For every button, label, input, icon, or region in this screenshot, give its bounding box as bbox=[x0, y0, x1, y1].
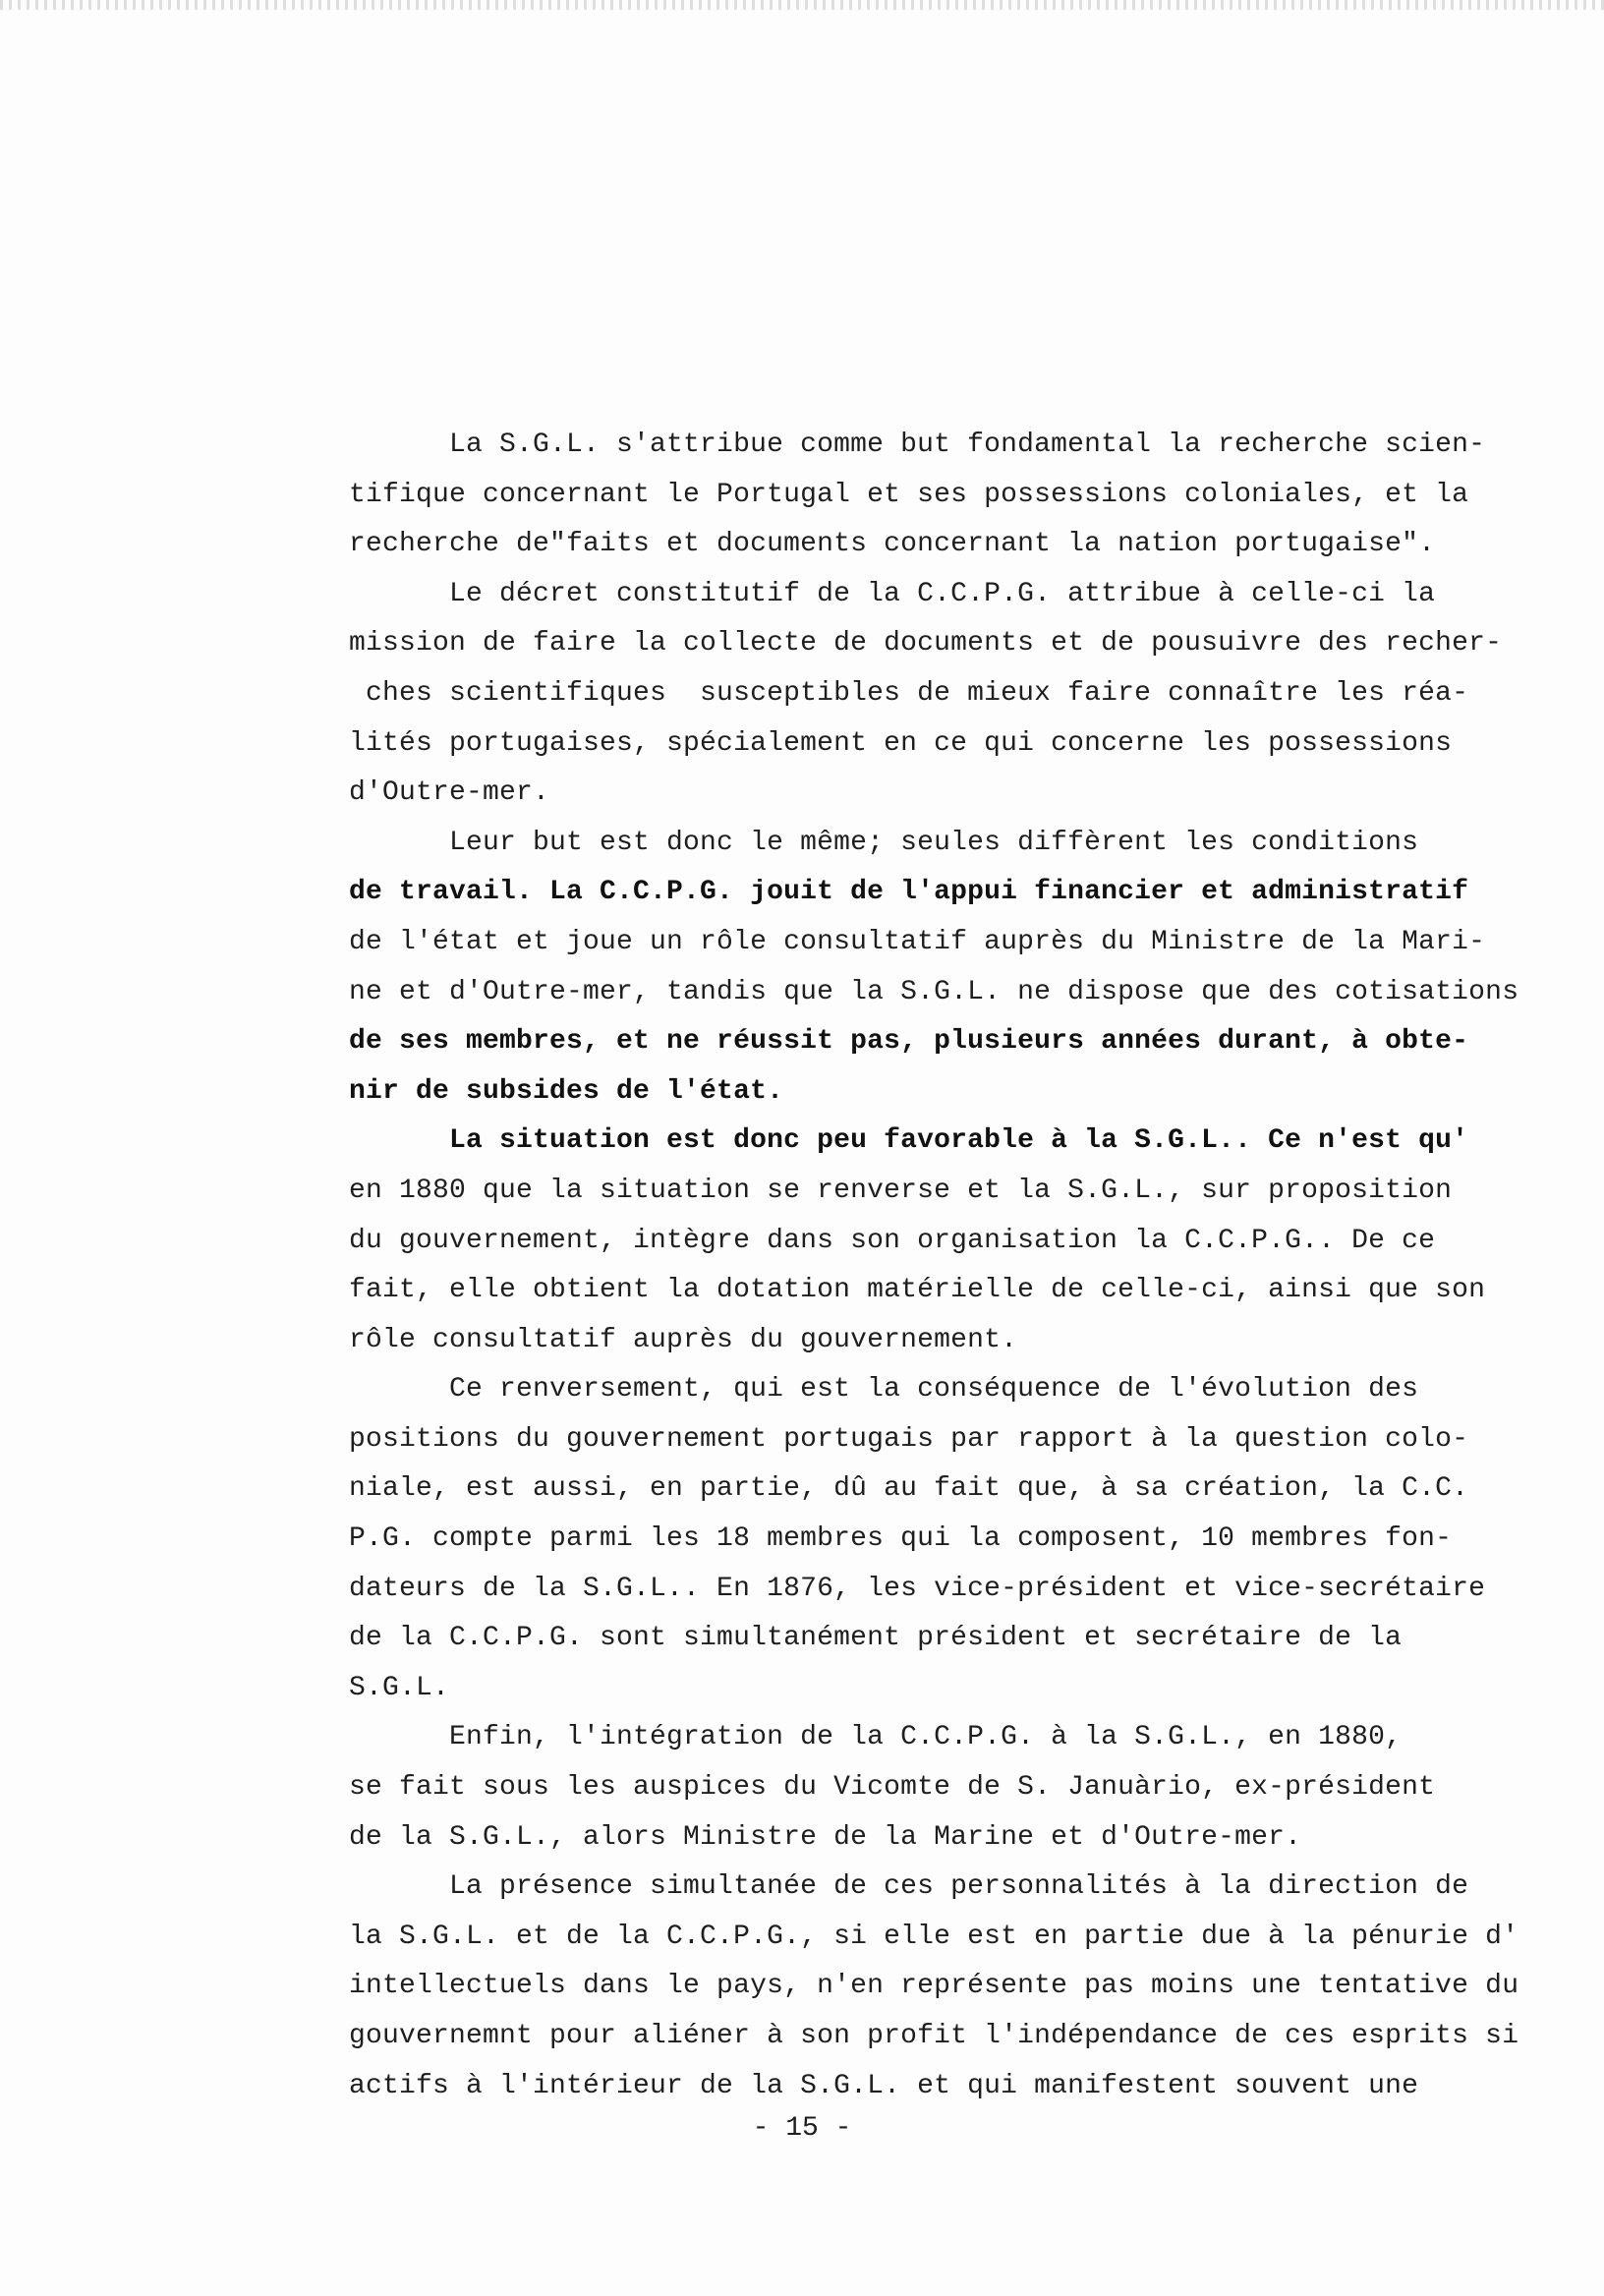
text-line-15: La situation est donc peu favorable à la S.G.L.. Ce n'est qu' bbox=[349, 1125, 1469, 1157]
text-line-12: ne et d'Outre-mer, tandis que la S.G.L. ne dispose que des cotisations bbox=[349, 976, 1519, 1007]
text-line-18: fait, elle obtient la dotation matérielle de celle-ci, ainsi que son bbox=[349, 1275, 1486, 1306]
text-line-4: Le décret constitutif de la C.C.P.G. attribue à celle-ci la bbox=[349, 578, 1436, 609]
text-line-5: mission de faire la collecte de documents et de pousuivre des recher- bbox=[349, 628, 1503, 660]
text-line-9: Leur but est donc le même; seules diffèrent les conditions bbox=[349, 827, 1419, 858]
text-line-27: Enfin, l'intégration de la C.C.P.G. à la S.G.L., en 1880, bbox=[349, 1722, 1403, 1753]
text-line-8: d'Outre-mer. bbox=[349, 777, 550, 809]
text-line-26: S.G.L. bbox=[349, 1672, 450, 1703]
text-line-20: Ce renversement, qui est la conséquence de l'évolution des bbox=[349, 1374, 1419, 1406]
text-line-3: recherche de"faits et documents concernant la nation portugaise". bbox=[349, 529, 1436, 560]
text-line-10: de travail. La C.C.P.G. jouit de l'appui financier et administratif bbox=[349, 877, 1469, 908]
text-line-22: niale, est aussi, en partie, dû au fait que, à sa création, la C.C. bbox=[349, 1473, 1469, 1505]
text-line-29: de la S.G.L., alors Ministre de la Marine et d'Outre-mer. bbox=[349, 1821, 1302, 1853]
text-line-13: de ses membres, et ne réussit pas, plusieurs années durant, à obte- bbox=[349, 1026, 1469, 1058]
text-line-24: dateurs de la S.G.L.. En 1876, les vice-président et vice-secrétaire bbox=[349, 1573, 1486, 1604]
text-line-30: La présence simultanée de ces personnalités à la direction de bbox=[349, 1871, 1469, 1903]
text-line-21: positions du gouvernement portugais par rapport à la question colo- bbox=[349, 1423, 1469, 1455]
page-number: - 15 - bbox=[752, 2113, 852, 2144]
text-line-25: de la C.C.P.G. sont simultanément président et secrétaire de la bbox=[349, 1623, 1403, 1654]
text-line-14: nir de subsides de l'état. bbox=[349, 1075, 784, 1107]
text-line-34: actifs à l'intérieur de la S.G.L. et qui manifestent souvent une bbox=[349, 2070, 1419, 2101]
text-line-16: en 1880 que la situation se renverse et la S.G.L., sur proposition bbox=[349, 1175, 1453, 1206]
text-line-6: ches scientifiques susceptibles de mieux faire connaître les réa- bbox=[349, 677, 1469, 709]
text-line-28: se fait sous les auspices du Vicomte de S. Januàrio, ex-président bbox=[349, 1772, 1436, 1804]
body-text bbox=[349, 421, 1563, 2111]
scan-top-edge bbox=[0, 0, 1604, 10]
text-line-1: La S.G.L. s'attribue comme but fondamental la recherche scien- bbox=[349, 430, 1486, 460]
text-line-19: rôle consultatif auprès du gouvernement. bbox=[349, 1324, 1018, 1355]
text-line-33: gouvernemnt pour aliéner à son profit l'indépendance de ces esprits si bbox=[349, 2021, 1519, 2051]
text-line-32: intellectuels dans le pays, n'en représente pas moins une tentative du bbox=[349, 1971, 1519, 2002]
text-line-2: tifique concernant le Portugal et ses possessions coloniales, et la bbox=[349, 479, 1469, 510]
text-line-23: P.G. compte parmi les 18 membres qui la composent, 10 membres fon- bbox=[349, 1523, 1453, 1555]
text-line-7: lités portugaises, spécialement en ce qui concerne les possessions bbox=[349, 727, 1453, 759]
text-line-17: du gouvernement, intègre dans son organisation la C.C.P.G.. De ce bbox=[349, 1225, 1436, 1256]
text-line-11: de l'état et joue un rôle consultatif auprès du Ministre de la Mari- bbox=[349, 926, 1486, 957]
text-line-31: la S.G.L. et de la C.C.P.G., si elle est en partie due à la pénurie d' bbox=[349, 1921, 1519, 1952]
